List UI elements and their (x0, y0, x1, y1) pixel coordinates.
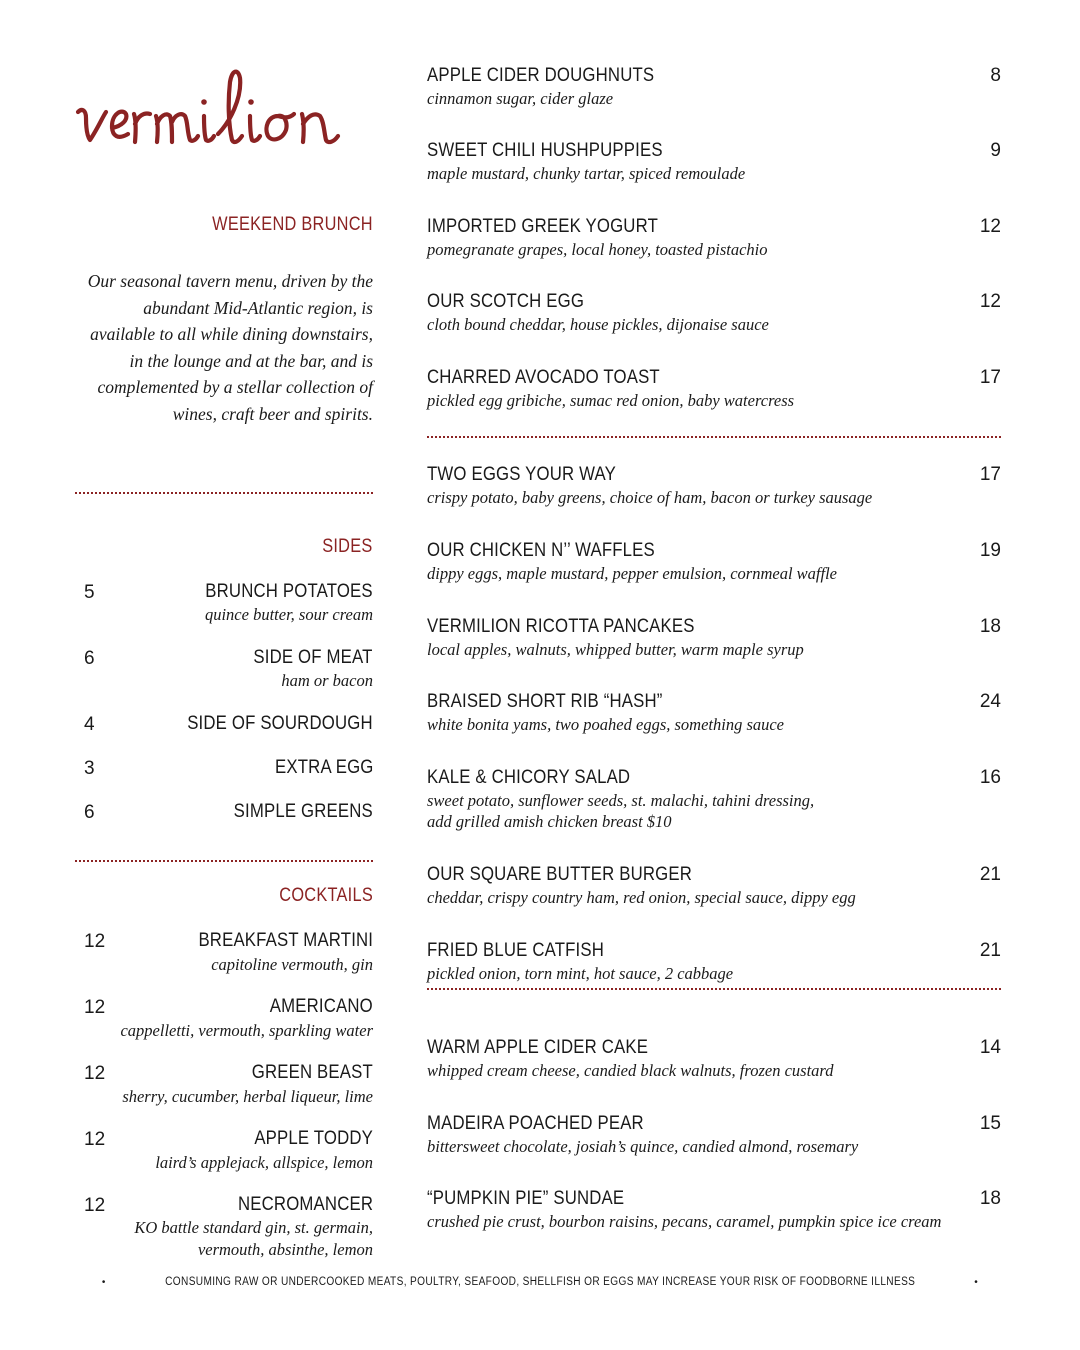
item-price: 17 (979, 367, 1001, 388)
item-price: 18 (979, 1188, 1001, 1209)
cocktail-name: NECROMANCER (237, 1193, 373, 1215)
item-desc: maple mustard, chunky tartar, spiced remoulade (427, 164, 746, 183)
health-warning-text: CONSUMING RAW OR UNDERCOOKED MEATS, POULTRY, SEAFOOD, SHELLFISH OR EGGS MAY INCREASE YOUR RISK OF FOODBORNE ILLNESS (164, 1276, 916, 1288)
divider (75, 860, 373, 862)
item-name: BRAISED SHORT RIB “HASH” (427, 690, 663, 712)
item-name: OUR SQUARE BUTTER BURGER (427, 863, 693, 885)
item-name: APPLE CIDER DOUGHNUTS (427, 64, 655, 86)
side-item (84, 580, 373, 604)
side-name: SIMPLE GREENS (233, 800, 373, 822)
bullet-icon: • (974, 1277, 979, 1288)
item-price: 16 (979, 767, 1001, 788)
cocktail-name: GREEN BEAST (251, 1061, 373, 1083)
item-desc: bittersweet chocolate, josiah’s quince, candied almond, rosemary (427, 1137, 859, 1156)
cocktail-item (84, 1061, 373, 1085)
sides-heading: SIDES (322, 536, 373, 557)
cocktail-name: BREAKFAST MARTINI (198, 929, 373, 951)
item-name: OUR SCOTCH EGG (427, 290, 585, 312)
cocktail-item (84, 1193, 373, 1217)
divider (427, 436, 1001, 438)
side-price: 3 (84, 758, 95, 779)
intro-text: Our seasonal tavern menu, driven by the abundant Mid-Atlantic region, is available to all while dining downstairs, in the lounge and at the bar, and is complemented by a stellar collection of wines, craft beer and spirits. (87, 271, 373, 424)
item-desc-line2: add grilled amish chicken breast $10 (427, 812, 672, 831)
item-desc: pomegranate grapes, local honey, toasted pistachio (427, 240, 768, 259)
item-price: 17 (979, 464, 1001, 485)
item-desc: cloth bound cheddar, house pickles, dijonaise sauce (427, 315, 769, 334)
item-price: 24 (979, 691, 1001, 712)
side-price: 6 (84, 802, 95, 823)
item-price: 14 (979, 1037, 1001, 1058)
cocktail-name: AMERICANO (269, 995, 373, 1017)
side-item (84, 756, 373, 780)
item-name: FRIED BLUE CATFISH (427, 939, 605, 961)
item-price: 8 (990, 65, 1001, 86)
item-name: SWEET CHILI HUSHPUPPIES (427, 139, 663, 161)
side-item (84, 646, 373, 670)
cocktail-desc: KO battle standard gin, st. germain, (134, 1218, 373, 1237)
item-desc: pickled egg gribiche, sumac red onion, baby watercress (427, 391, 795, 410)
divider (75, 492, 373, 494)
item-desc: whipped cream cheese, candied black walnuts, frozen custard (427, 1061, 834, 1080)
cocktail-price: 12 (84, 1195, 106, 1216)
item-name: CHARRED AVOCADO TOAST (427, 366, 660, 388)
item-desc: cheddar, crispy country ham, red onion, special sauce, dippy egg (427, 888, 856, 907)
item-name: OUR CHICKEN N’’ WAFFLES (427, 539, 655, 561)
item-name: KALE & CHICORY SALAD (427, 766, 631, 788)
cocktail-desc: cappelletti, vermouth, sparkling water (120, 1021, 373, 1040)
item-name: MADEIRA POACHED PEAR (427, 1112, 644, 1134)
side-name: EXTRA EGG (274, 756, 373, 778)
item-name: WARM APPLE CIDER CAKE (427, 1036, 649, 1058)
cocktail-price: 12 (84, 997, 106, 1018)
cocktails-heading: COCKTAILS (279, 885, 373, 906)
side-desc: ham or bacon (281, 671, 373, 690)
weekend-brunch-heading: WEEKEND BRUNCH (212, 214, 373, 235)
item-desc: cinnamon sugar, cider glaze (427, 89, 614, 108)
side-name: SIDE OF MEAT (253, 646, 373, 668)
item-desc: sweet potato, sunflower seeds, st. malachi, tahini dressing, (427, 791, 815, 810)
item-desc: crushed pie crust, bourbon raisins, pecans, caramel, pumpkin spice ice cream (427, 1212, 942, 1231)
item-name: VERMILION RICOTTA PANCAKES (427, 615, 695, 637)
cocktail-price: 12 (84, 1063, 106, 1084)
item-name: “PUMPKIN PIE” SUNDAE (427, 1187, 625, 1209)
cocktail-price: 12 (84, 1129, 106, 1150)
item-price: 9 (990, 140, 1001, 161)
item-desc: white bonita yams, two poahed eggs, something sauce (427, 715, 785, 734)
side-item (84, 800, 373, 824)
cocktail-item (84, 929, 373, 953)
cocktail-price: 12 (84, 931, 106, 952)
divider (427, 988, 1001, 990)
item-desc: local apples, walnuts, whipped butter, warm maple syrup (427, 640, 804, 659)
side-price: 5 (84, 582, 95, 603)
cocktail-desc: laird’s applejack, allspice, lemon (155, 1153, 373, 1172)
item-desc: dippy eggs, maple mustard, pepper emulsion, cornmeal waffle (427, 564, 838, 583)
item-price: 15 (979, 1113, 1001, 1134)
side-desc: quince butter, sour cream (204, 605, 373, 624)
bullet-icon: • (101, 1277, 106, 1288)
item-price: 21 (979, 864, 1001, 885)
item-desc: pickled onion, torn mint, hot sauce, 2 cabbage (427, 964, 734, 983)
side-name: SIDE OF SOURDOUGH (187, 712, 373, 734)
health-warning (0, 1276, 1080, 1288)
item-price: 12 (979, 291, 1001, 312)
cocktail-desc: sherry, cucumber, herbal liqueur, lime (122, 1087, 373, 1106)
item-price: 21 (979, 940, 1001, 961)
item-name: TWO EGGS YOUR WAY (427, 463, 616, 485)
item-name: IMPORTED GREEK YOGURT (427, 215, 658, 237)
cocktail-name: APPLE TODDY (254, 1127, 373, 1149)
side-price: 6 (84, 648, 95, 669)
cocktail-desc: capitoline vermouth, gin (211, 955, 373, 974)
cocktail-item (84, 995, 373, 1019)
item-price: 18 (979, 616, 1001, 637)
item-desc: crispy potato, baby greens, choice of ham, bacon or turkey sausage (427, 488, 873, 507)
cocktail-item (84, 1127, 373, 1151)
item-price: 19 (979, 540, 1001, 561)
side-name: BRUNCH POTATOES (205, 580, 373, 602)
item-price: 12 (979, 216, 1001, 237)
side-price: 4 (84, 714, 95, 735)
vermilion-logo (72, 62, 382, 158)
cocktail-desc-line2: vermouth, absinthe, lemon (197, 1240, 373, 1259)
side-item (84, 712, 373, 736)
